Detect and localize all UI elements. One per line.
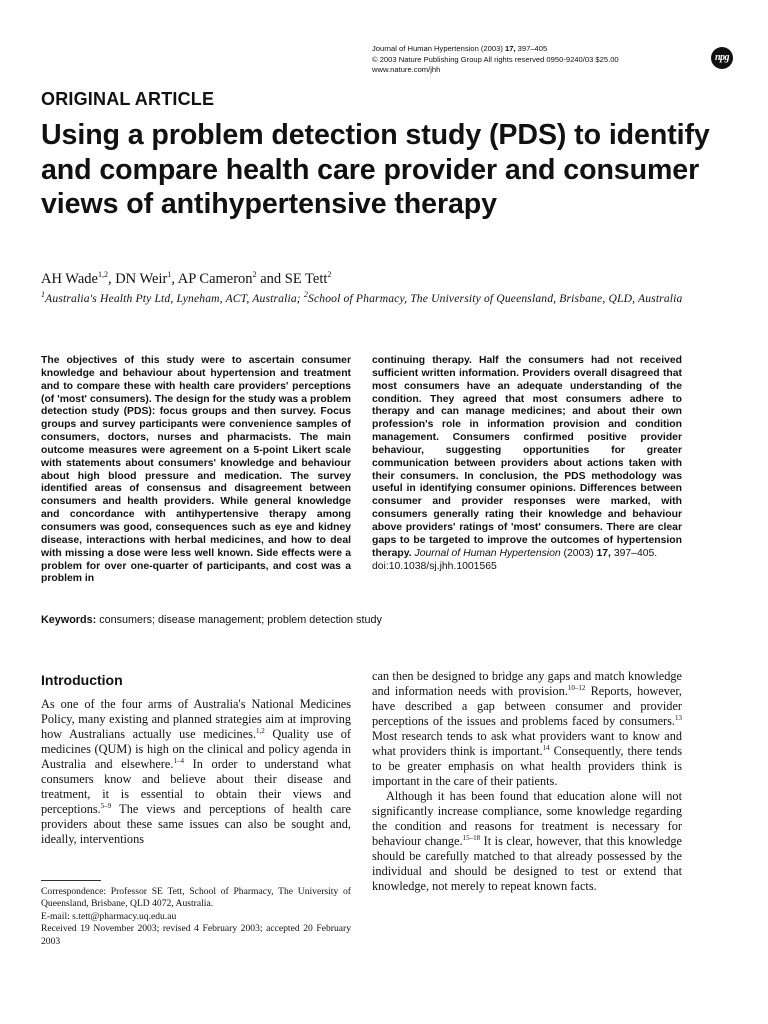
- footnote-divider: [41, 880, 101, 881]
- citation-ref[interactable]: 14: [542, 743, 550, 752]
- body-text-run: can then be designed to bridge any gaps and match knowledge and information needs with provision.: [372, 669, 682, 698]
- section-heading-introduction: Introduction: [41, 672, 123, 688]
- body-text-run: The views and perceptions of health care providers about these same issues can also be sought and, ideally, interventions: [41, 802, 351, 846]
- author-affiliation-mark: 1,2: [97, 270, 108, 280]
- author-name: , DN Weir: [107, 271, 168, 287]
- affiliation-text: Australia's Health Pty Ltd, Lyneham, ACT, Australia;: [45, 292, 304, 305]
- correspondence-email[interactable]: E-mail: s.tett@pharmacy.uq.edu.au: [41, 910, 177, 922]
- author-affiliation-mark: 2: [327, 270, 332, 280]
- citation-ref[interactable]: 15–18: [462, 833, 481, 842]
- journal-citation-line: [372, 44, 692, 55]
- body-text-run: It is clear, however, that this knowledge should be carefully matched to that already possessed by the individual and should be designed to test or extend that knowledge, not merely to repeat known facts.: [372, 834, 683, 893]
- journal-name: Journal of Human Hypertension (2003): [372, 44, 505, 53]
- citation-ref[interactable]: 1,2: [256, 726, 265, 735]
- doi-link[interactable]: doi:10.1038/sj.jhh.1001565: [372, 560, 497, 572]
- author-name: , AP Cameron: [171, 271, 253, 287]
- author-name: AH Wade: [41, 271, 98, 287]
- correspondence-text: Correspondence: Professor SE Tett, School of Pharmacy, The University of Queensland, Brisbane, QLD 4072, Australia.: [41, 886, 351, 910]
- article-title: Using a problem detection study (PDS) to identify and compare health care provider and consumer views of antihypertensive therapy: [41, 119, 710, 220]
- body-text-run: Quality use of medicines (QUM) is high on the clinical and policy agenda in Australia and elsewhere.: [41, 727, 352, 771]
- citation-ref[interactable]: 1–4: [173, 756, 184, 765]
- citation-pages: 397–405.: [610, 547, 658, 559]
- author-affiliation-mark: 2: [252, 270, 257, 280]
- journal-url[interactable]: www.nature.com/jhh: [372, 65, 441, 74]
- intro-left-column: [41, 697, 351, 847]
- journal-header: [372, 44, 692, 76]
- abstract-text: continuing therapy. Half the consumers had not received sufficient written information. Providers overall disagreed that most consumers have an adequate understanding of the condition. They agreed that most consumers adhere to therapy and can manage medicines; and about their own profession's role in information provision and condition management. Consumers confirmed positive provider behaviour, suggesting opportunities for greater communication between providers about actions taken with their consumers. In conclusion, the PDS methodology was useful in identifying consumer opinions. Differences between consumer and provider responses were marked, with consumers generally rating their knowledge and behaviour above providers' ratings of 'most' consumers. There are clear gaps to be targeted to improve the outcomes of hypertension therapy.: [372, 355, 682, 559]
- body-text-run: Most research tends to ask what providers want to know and what providers think is important.: [372, 729, 682, 758]
- intro-right-column: [372, 669, 682, 894]
- citation-ref[interactable]: 13: [675, 713, 682, 722]
- journal-pages: 397–405: [515, 44, 548, 53]
- author-name: and SE Tett: [256, 271, 328, 287]
- body-text-run: In order to understand what consumers know and believe about their disease and treatment, it is essential to obtain their views and perceptions.: [41, 757, 351, 816]
- author-affiliation-mark: 1: [167, 270, 172, 280]
- citation-ref[interactable]: 5–9: [100, 801, 112, 810]
- journal-volume: 17,: [504, 44, 516, 53]
- article-type: ORIGINAL ARTICLE: [41, 89, 215, 109]
- affiliation-mark: 2: [303, 290, 309, 300]
- copyright-line: © 2003 Nature Publishing Group All rights reserved 0950-9240/03 $25.00: [372, 54, 619, 64]
- keywords-label: Keywords:: [41, 614, 97, 626]
- abstract-right-column: [372, 355, 682, 573]
- body-text-run: Although it has been found that education alone will not significantly increase compliance, some knowledge regarding the condition and reasons for treatment is necessary for behaviour change.: [372, 789, 682, 848]
- intro-paragraph: [372, 669, 682, 789]
- npg-logo: npg: [711, 47, 733, 69]
- author-list: [41, 271, 331, 288]
- affiliations: [41, 291, 731, 307]
- affiliation-text: School of Pharmacy, The University of Queensland, Brisbane, QLD, Australia: [308, 292, 683, 305]
- received-dates: Received 19 November 2003; revised 4 February 2003; accepted 20 February 2003: [41, 923, 351, 947]
- intro-paragraph: [41, 697, 351, 847]
- abstract-left-column: The objectives of this study were to ascertain consumer knowledge and behaviour about hypertension and treatment and to compare these with health care providers' perceptions (of 'most' consumers). The design for the study was a problem detection study (PDS): focus groups and then survey. Focus groups and survey participants were convenience samples of consumers, doctors, nurses and pharmacists. The main outcome measures were agreement on a 5-point Likert scale with statements about consumers' knowledge and behaviour about high blood pressure and medication. The survey identified areas of consensus and disagreement between consumers and health providers. While general knowledge and concordance with antihypertensive therapy among consumers was good, consequences such as eye and kidney disease, interactions with herbal medicines, and how to deal with missing a dose were less well known. Side effects were a problem for over one-quarter of participants, and cost was a problem in: [41, 355, 351, 585]
- citation-ref[interactable]: 10–12: [567, 683, 586, 692]
- keywords: [41, 614, 382, 626]
- correspondence-footnote: [41, 886, 351, 948]
- citation-volume: 17,: [596, 547, 611, 559]
- keywords-text: consumers; disease management; problem detection study: [96, 614, 382, 626]
- intro-paragraph: [372, 789, 682, 894]
- citation-year: (2003): [560, 547, 597, 559]
- citation-journal: Journal of Human Hypertension: [414, 547, 561, 559]
- body-text-run: As one of the four arms of Australia's National Medicines Policy, many existing and planned strategies aim at improving how Australians actually use medicines.: [41, 697, 351, 741]
- body-text-run: Consequently, there tends to be greater emphasis on what health providers think is important in the care of their patients.: [372, 744, 682, 788]
- body-text-run: Reports, however, have described a gap between consumer and provider perceptions of the issues and problems faced by consumers.: [372, 684, 682, 728]
- abstract-citation: [415, 548, 658, 559]
- affiliation-mark: 1: [41, 290, 46, 300]
